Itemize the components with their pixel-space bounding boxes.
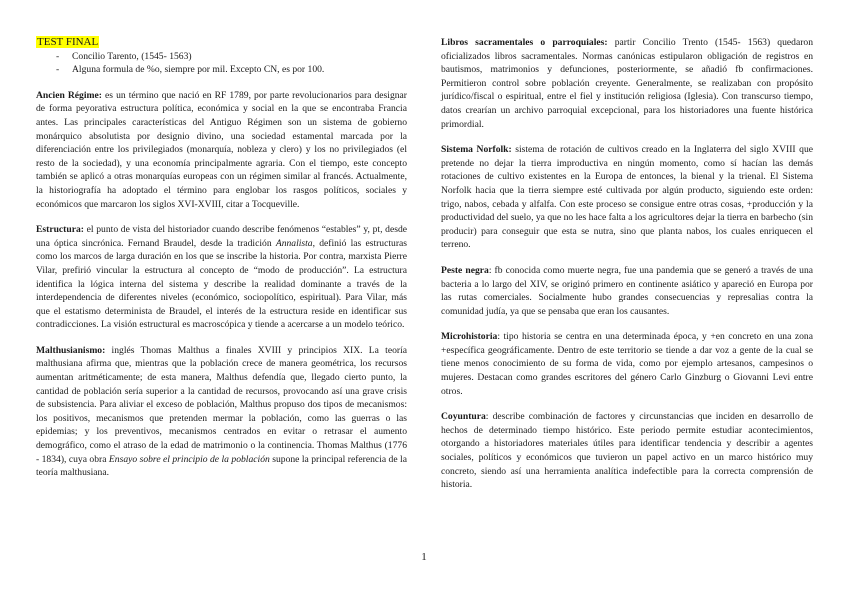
entry-term: Ancien Régime: <box>36 89 102 101</box>
note-item: - Alguna formula de %o, siempre por mil. Excepto CN, es por 100. <box>56 63 407 77</box>
entry-libros-sacramentales <box>441 36 813 131</box>
entry-sistema-norfolk <box>441 143 813 252</box>
entry-microhistoria <box>441 330 813 398</box>
entry-term: Estructura: <box>36 224 84 236</box>
document-title: TEST FINAL <box>37 36 99 48</box>
entry-body: es un término que nació en RF 1789, por parte revolucionarios para designar de forma peyorativa estructura política, económica y social en la que se encontraba Francia antes. Las principales características del Antiguo Régimen son un sistema de gobierno monárquico absolutista por designio divino, una sociedad estamental marcada por la diferenciación entre los privilegiados (monarquía, nobleza y clero) y los no privilegiados (el resto de la sociedad), y una economía principalmente agraria. Con el tiempo, este concepto también se aplicó a otras monarquías europeas con un régimen similar al francés. Actualmente, la historiografía ha adoptado el término para englobar los rasgos políticos, sociales y económicos que marcaron los siglos XVI-XVIII, citar a Tocqueville. <box>36 89 407 210</box>
entry-term: Coyuntura <box>441 411 486 423</box>
entry-body: : fb conocida como muerte negra, fue una pandemia que se generó a través de una bacteria a lo largo del XIV, se originó primero en continente asiático y apareció en Europa por las rutas comerciales. Socialmente hubo grandes consecuencias y represalias contra la comunidad judía, ya que se pensaba que eran los causantes. <box>441 264 813 317</box>
note-item: - Concilio Tarento, (1545- 1563) <box>56 50 407 64</box>
entry-term: Microhistoria <box>441 331 498 343</box>
entry-body: el punto de vista del historiador cuando describe fenómenos “estables” y, pt, desde una óptica sincrónica. Fernand Braudel, desde la tradición <box>36 224 407 249</box>
page-number: 1 <box>421 551 427 563</box>
right-column <box>441 36 813 492</box>
entry-term: Sistema Norfolk: <box>441 144 512 156</box>
entry-peste-negra <box>441 264 813 318</box>
entry-malthusianismo <box>36 344 407 480</box>
entry-body: : describe combinación de factores y circunstancias que inciden en desarrollo de hechos de determinado tiempo histórico. Este periodo permite estudiar acontecimientos, otorgando a historiadores materiales útiles para identificar tendencia y describir a agentes sociales, políticos y económicos que tuvieron un papel activo en un marco histórico muy concreto, siendo así una herramienta analítica indefectible para la correcta comprensión de historia. <box>441 411 813 491</box>
note-list <box>36 50 407 77</box>
entry-emphasis: Ensayo sobre el principio de la población <box>108 453 270 465</box>
entry-term: Peste negra <box>441 264 489 276</box>
entry-estructura <box>36 223 407 332</box>
entry-term: Libros sacramentales o parroquiales: <box>441 37 608 48</box>
entry-body: : tipo historia se centra en una determinada época, y +en concreto en una zona +específica geográficamente. Dentro de este territorio se tiende a dar voz a gente de la cual se tiene menos conocimiento de su forma de vida, como por ejemplo artesanos, campesinos o mujeres. Destacan como grandes escritores del género Carlo Ginzburg o Giovanni Levi entre otros. <box>441 331 813 397</box>
entry-body-continued: , definió las estructuras como los marcos de larga duración en los que se inscribe la historia. Por contra, marxista Pierre Vilar, prefirió vincular la estructura al concepto de “modo de producción”. La estructura identifica la lógica interna del sistema y describe la realidad dominante a través de la interdependencia de diferentes niveles (económico, sociopolítico, espiritual). Para Vilar, más que el estatismo determinista de Braudel, el interés de la estructura reside en identificar sus contradicciones. La visión estructural es macroscópica y tiende a acercarse a un modelo teórico. <box>36 237 408 331</box>
entry-body: inglés Thomas Malthus a finales XVIII y principios XIX. La teoría malthusiana afirma que, mientras que la población crece de manera geométrica, los recursos aumentan aritméticamente; de esta manera, Malthus defendía que, llegado cierto punto, la cantidad de población sería superior a la cantidad de recursos, provocando así una grave crisis de subsistencia. Para aliviar el exceso de población, Malthus propuso dos tipos de mecanismos: los positivos, mecanismos que pretenden mermar la población, como las guerras o las epidemias; y los preventivos, mecanismos centrados en evitar o retrasar el aumento demográfico, como el atraso de la edad de matrimonio o la continencia. Thomas Malthus (1776 - 1834), cuya obra <box>36 344 407 465</box>
entry-term: Malthusianismo: <box>36 344 106 356</box>
entry-body: sistema de rotación de cultivos creado en la Inglaterra del siglo XVIII que pretende no dejar la tierra improductiva en ningún momento, como sí hacían las demás rotaciones de cultivo existentes en la Europa de entonces, la bienal y la trienal. El Sistema Norfolk hacia que la tierra siempre esté cultivada por algún producto, siguiendo este orden: trigo, nabos, cebada y alfalfa. Con este proceso se consigue entre otras cosas, +producción y la productividad del suelo, ya que no les hace falta a los agricultores dejar la tierra en barbecho (sin producir) para conseguir que esta se nutra, sino que planta nabos, los cuales enriquecen el terreno. <box>441 144 814 251</box>
entry-body-continued: supone la principal referencia de la teoría malthusiana. <box>36 453 407 479</box>
entry-body: partir Concilio Trento (1545- 1563) quedaron oficializados libros sacramentales. Normas canónicas estipularon obligación de registros en bautismos, matrimonios y defunciones, posteriormente, se añadió fb confirmaciones. Permitieron control sobre población creyente. Generalmente, se realizaban con propósito jurídico/fiscal o espiritual, entre el fiel y institución religiosa (Iglesia). Con transcurso tiempo, datos crearían un archivo parroquial excepcional, para los historiadores una fuente histórica primordial. <box>441 37 813 130</box>
entry-coyuntura <box>441 410 813 492</box>
entry-emphasis: Annalista <box>275 237 313 249</box>
left-column <box>36 36 407 480</box>
entry-ancien-regime <box>36 89 407 211</box>
